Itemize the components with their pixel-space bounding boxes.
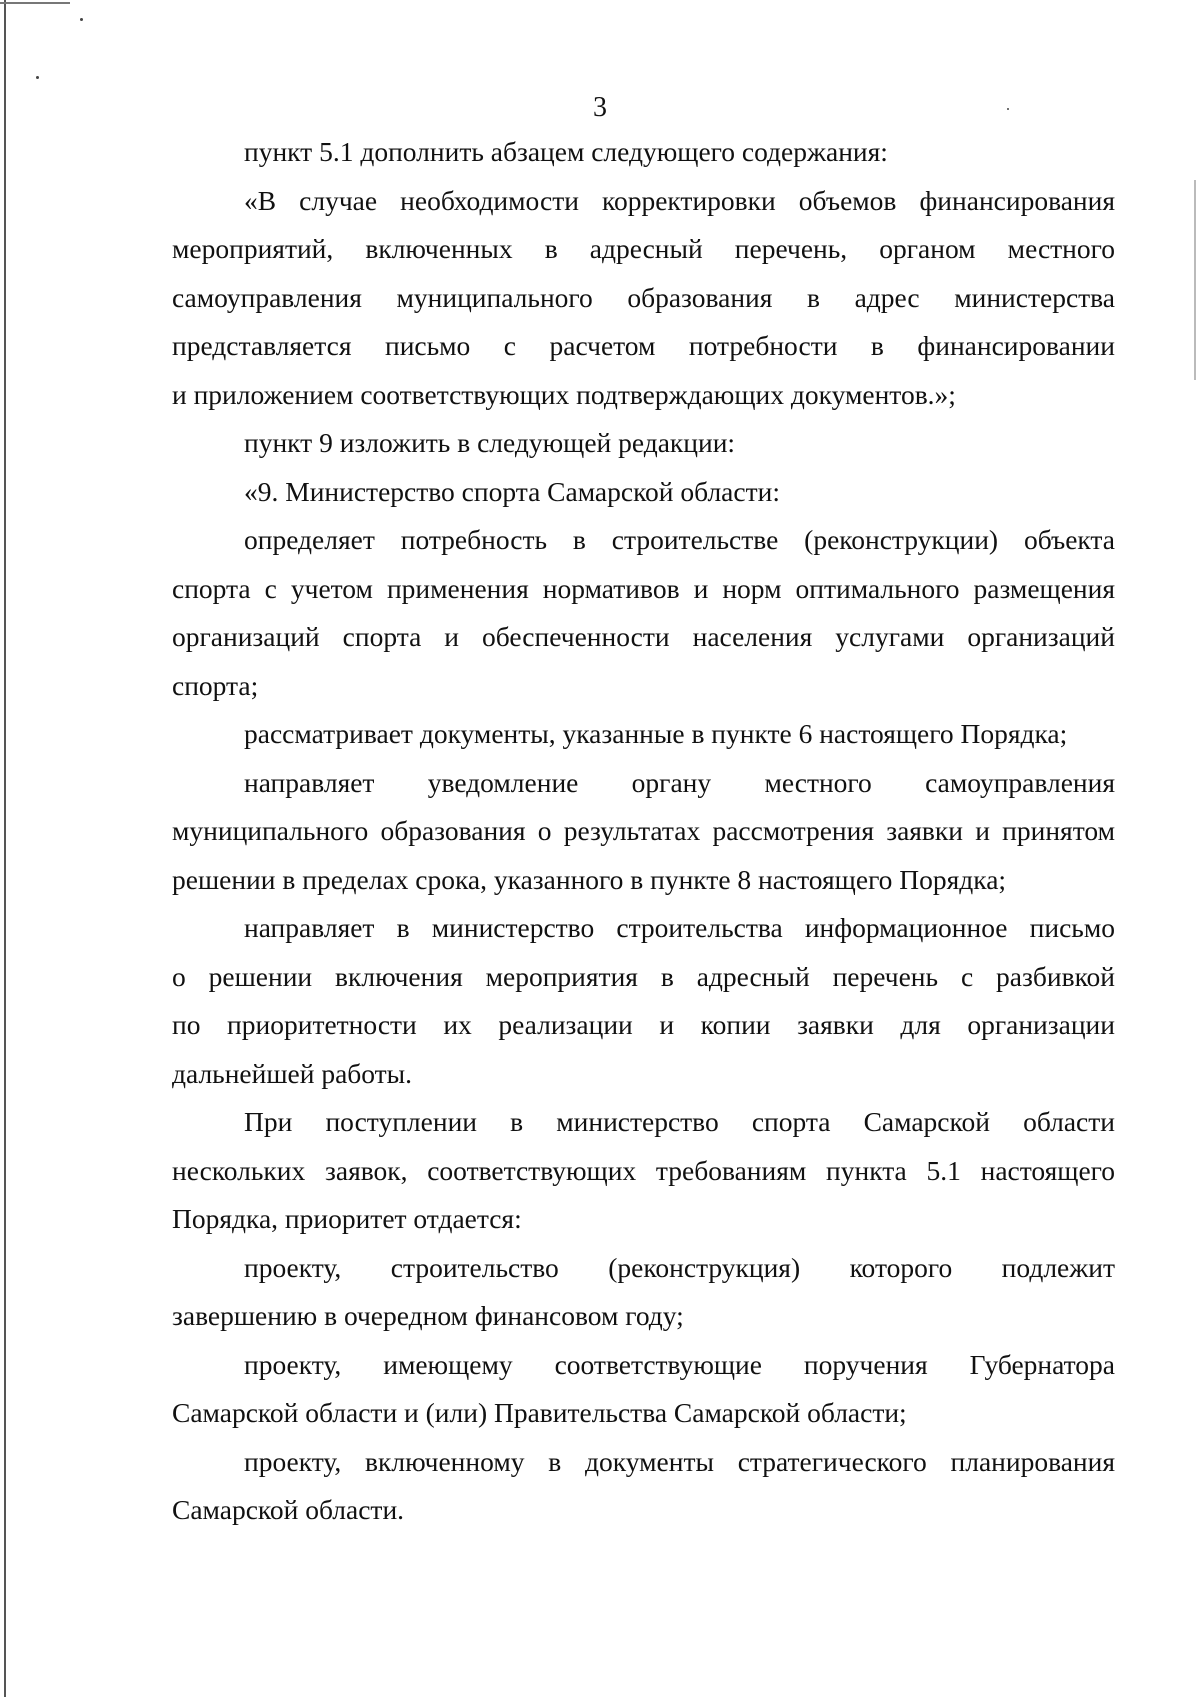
text-line: спорта; bbox=[172, 669, 259, 701]
paragraph bbox=[172, 1438, 1115, 1535]
document-body bbox=[172, 128, 1115, 1535]
text-line: самоуправления муниципального образования в адрес министерства bbox=[172, 281, 1115, 313]
text-line: представляется письмо с расчетом потребности в финансировании bbox=[172, 330, 1115, 361]
text-line: направляет уведомление органу местного самоуправления bbox=[244, 766, 1115, 798]
paragraph bbox=[172, 1341, 1115, 1438]
paragraph bbox=[172, 419, 1115, 468]
text-line: и приложением соответствующих подтверждающих документов.»; bbox=[172, 378, 956, 410]
text-line: нескольких заявок, соответствующих требованиям пункта 5.1 настоящего bbox=[172, 1154, 1115, 1186]
text-line: муниципального образования о результатах рассмотрения заявки и принятом bbox=[172, 815, 1115, 846]
text-line: по приоритетности их реализации и копии заявки для организации bbox=[172, 1009, 1115, 1040]
paragraph bbox=[172, 468, 1115, 517]
text-line: проекту, имеющему соответствующие поручения Губернатора bbox=[244, 1348, 1115, 1380]
scan-top-mark bbox=[0, 2, 70, 4]
text-line: «9. Министерство спорта Самарской области: bbox=[244, 475, 780, 507]
text-line: «В случае необходимости корректировки объемов финансирования bbox=[244, 184, 1115, 216]
text-line: Самарской области. bbox=[172, 1494, 405, 1525]
text-line: решении в пределах срока, указанного в пункте 8 настоящего Порядка; bbox=[172, 863, 1007, 895]
text-line: пункт 9 изложить в следующей редакции: bbox=[244, 427, 736, 458]
paragraph bbox=[172, 128, 1115, 177]
text-line: дальнейшей работы. bbox=[172, 1057, 413, 1089]
text-line: рассматривает документы, указанные в пункте 6 настоящего Порядка; bbox=[244, 718, 1068, 749]
paragraph bbox=[172, 710, 1115, 759]
text-line: завершению в очередном финансовом году; bbox=[172, 1300, 684, 1331]
scan-right-edge bbox=[1194, 180, 1196, 380]
text-line: определяет потребность в строительстве (реконструкции) объекта bbox=[244, 524, 1115, 555]
text-line: направляет в министерство строительства информационное письмо bbox=[244, 912, 1115, 943]
text-line: проекту, строительство (реконструкция) которого подлежит bbox=[244, 1251, 1115, 1283]
text-line: пункт 5.1 дополнить абзацем следующего содержания: bbox=[244, 136, 888, 167]
text-line: Самарской области и (или) Правительства Самарской области; bbox=[172, 1397, 907, 1428]
text-line: спорта с учетом применения нормативов и норм оптимального размещения bbox=[172, 572, 1115, 604]
text-line: мероприятий, включенных в адресный перечень, органом местного bbox=[172, 233, 1115, 264]
paragraph bbox=[172, 177, 1115, 420]
paragraph bbox=[172, 516, 1115, 710]
scan-border-line bbox=[4, 0, 6, 1697]
paragraph bbox=[172, 1098, 1115, 1244]
paragraph bbox=[172, 1244, 1115, 1341]
paragraph bbox=[172, 759, 1115, 905]
text-line: Порядка, приоритет отдается: bbox=[172, 1203, 522, 1234]
page-number: 3 bbox=[593, 92, 607, 123]
scan-speck bbox=[80, 18, 83, 21]
text-line: При поступлении в министерство спорта Самарской области bbox=[244, 1106, 1115, 1137]
scan-speck bbox=[36, 76, 39, 79]
text-line: организаций спорта и обеспеченности населения услугами организаций bbox=[172, 621, 1115, 652]
paragraph bbox=[172, 904, 1115, 1098]
text-line: о решении включения мероприятия в адресный перечень с разбивкой bbox=[172, 960, 1115, 992]
text-line: проекту, включенному в документы стратегического планирования bbox=[244, 1445, 1115, 1477]
